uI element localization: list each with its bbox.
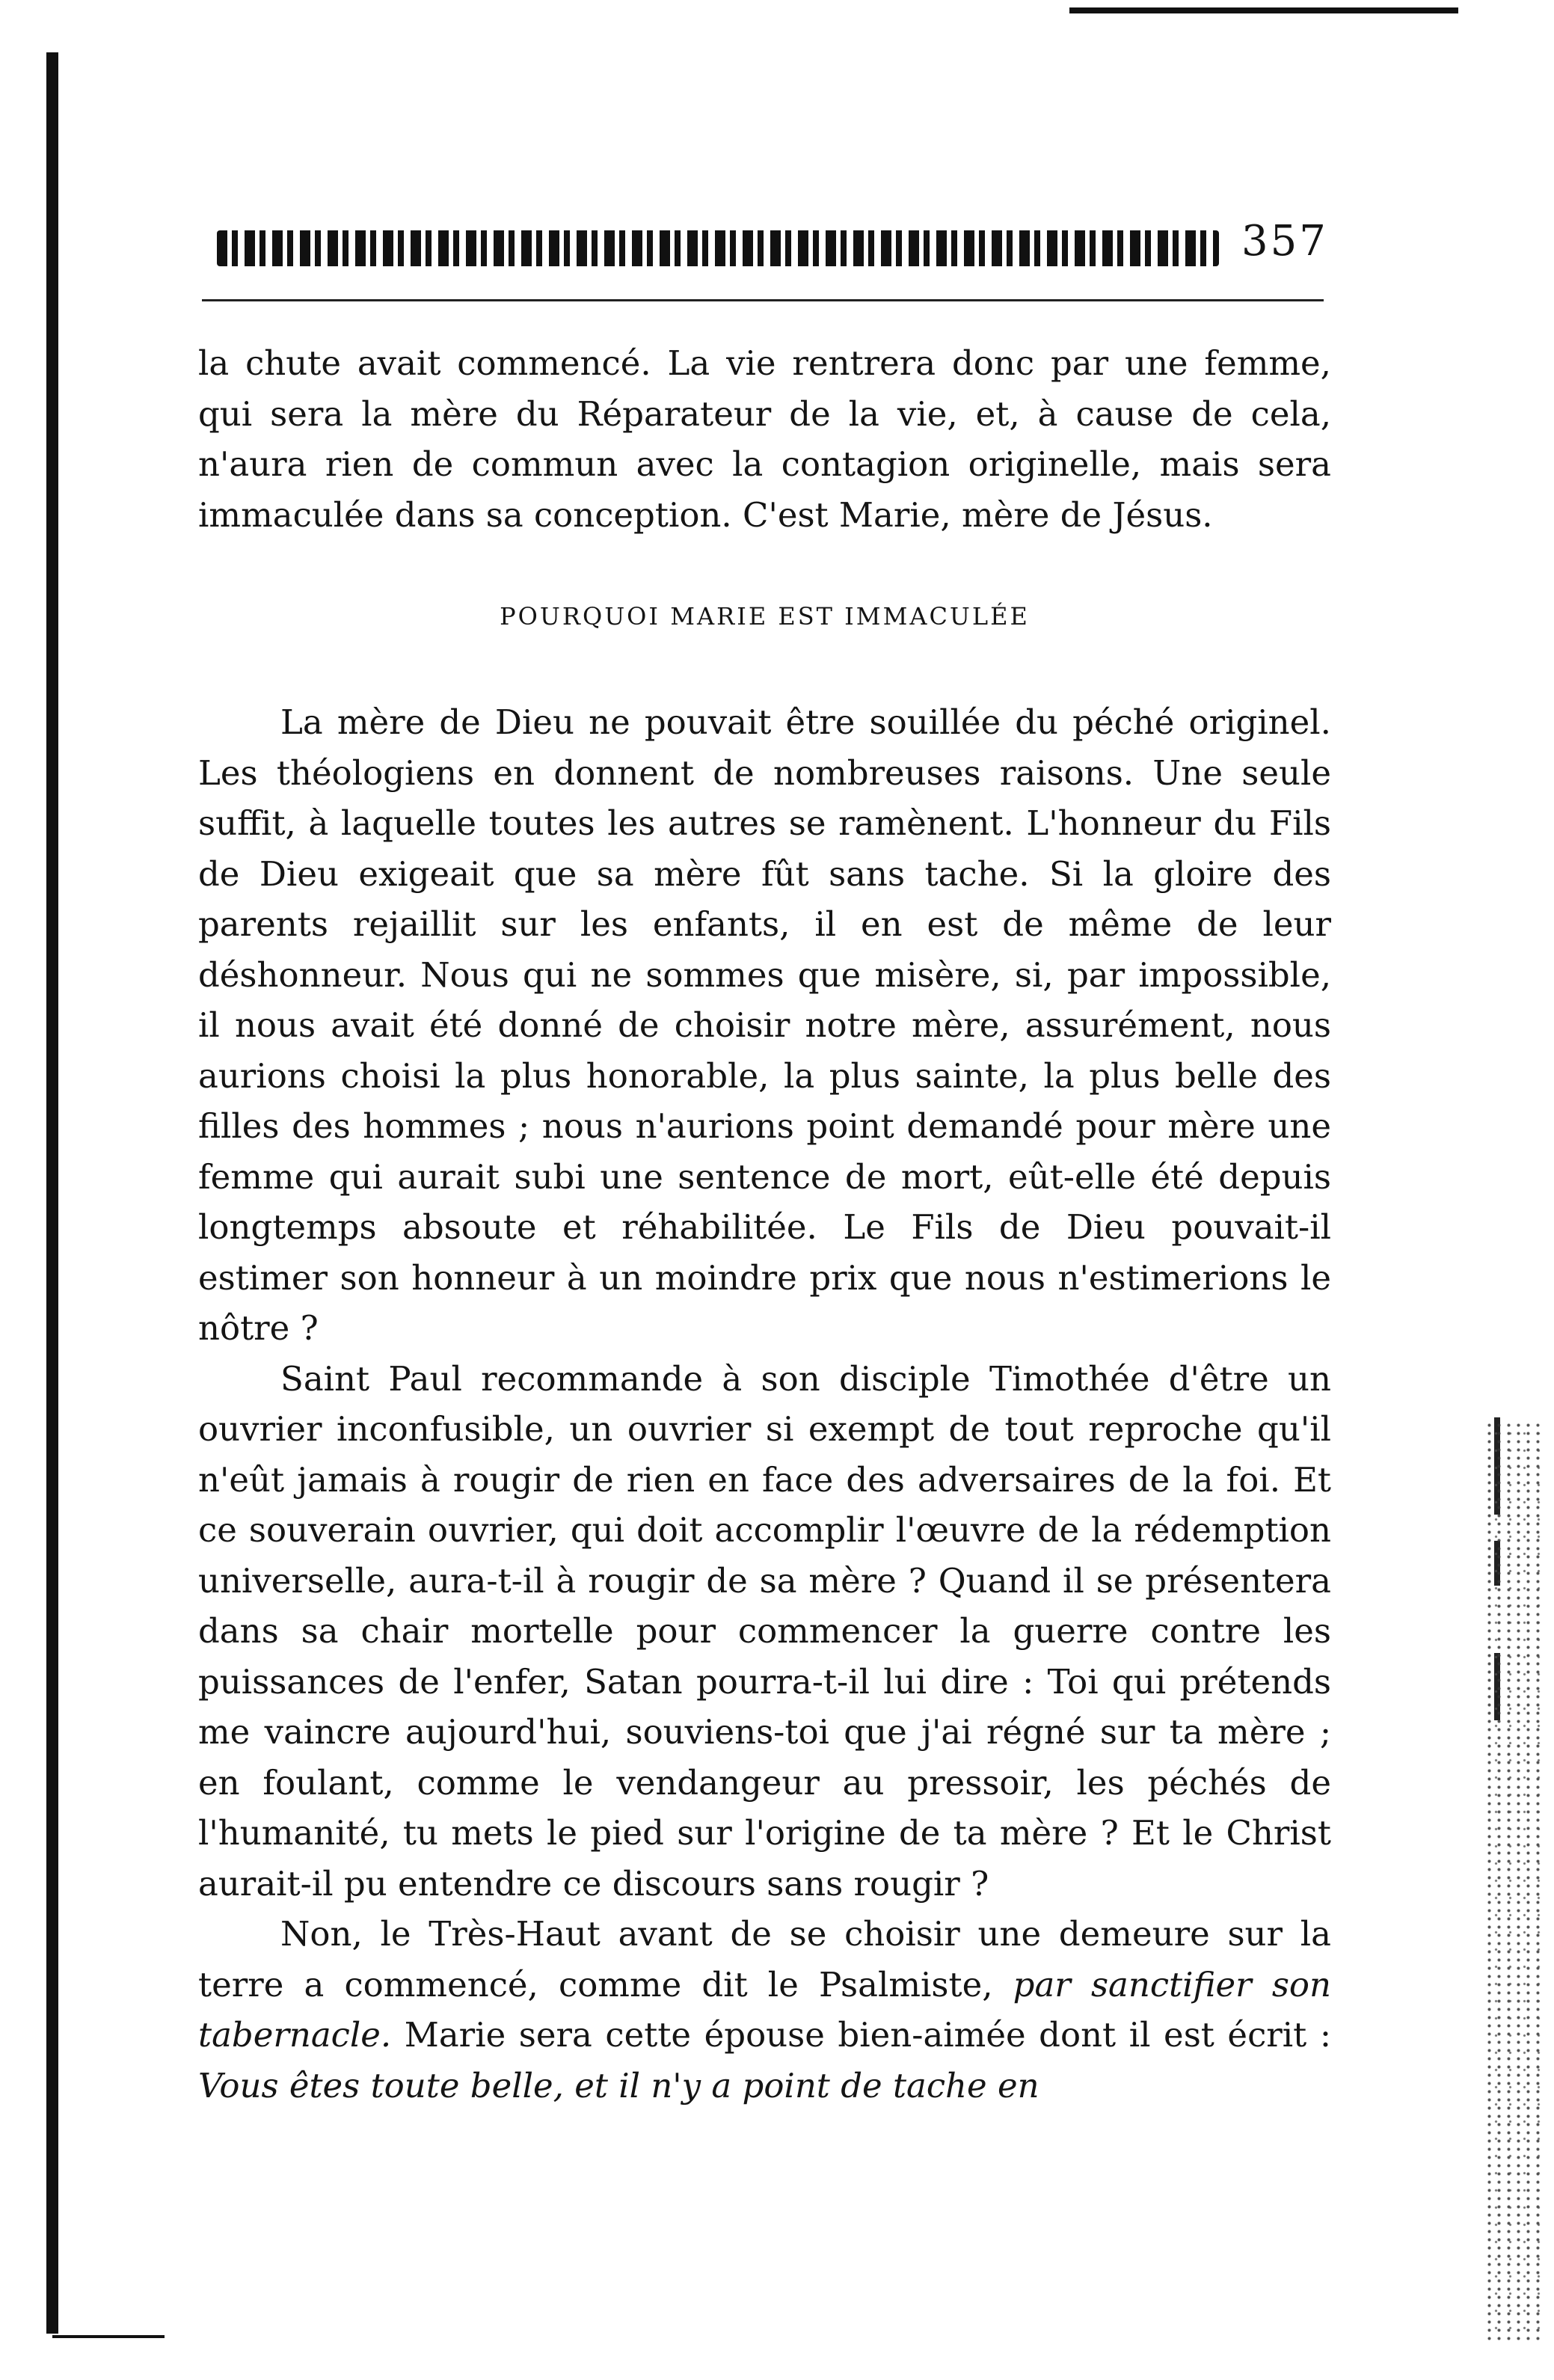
header-ornament <box>217 230 1219 266</box>
paragraph-1: La mère de Dieu ne pouvait être souillée du péché originel. Les théologiens en donnent de nombreuses raisons. Une seule suffit, à laquelle toutes les autres se ramènent. L'honneur du Fils de Dieu exigeait que sa mère fût sans tache. Si la gloire des parents rejaillit sur les enfants, il en est de même de leur déshonneur. Nous qui ne sommes que misère, si, par impossible, il nous avait été donné de choisir notre mère, assurément, nous aurions choisi la plus honorable, la plus sainte, la plus belle des filles des hommes ; nous n'aurions point demandé pour mère une femme qui aurait subi une sentence de mort, eût-elle été depuis longtemps absoute et réhabilitée. Le Fils de Dieu pouvait-il estimer son honneur à un moindre prix que nous n'estimerions le nôtre ? <box>198 702 1331 1348</box>
scan-top-rule <box>1069 7 1458 13</box>
paragraph-3-middle: Marie sera cette épouse bien-aimée dont il est écrit : <box>404 2015 1331 2055</box>
opening-paragraph <box>198 338 1331 540</box>
paragraph-3-start: Non, le Très-Haut avant de se choisir une demeure sur la terre a commencé, comme dit le Psalmiste, <box>198 1914 1331 2005</box>
scan-noise <box>1484 1421 1544 2341</box>
paragraph-2: Saint Paul recommande à son disciple Timothée d'être un ouvrier inconfusible, un ouvrier si exempt de tout reproche qu'il n'eût jamais à rougir de rien en face des adversaires de la foi. Et ce souverain ouvrier, qui doit accomplir l'œuvre de la rédemption universelle, aura-t-il à rougir de sa mère ? Quand il se présentera dans sa chair mortelle pour commencer la guerre contre les puissances de l'enfer, Satan pourra-t-il lui dire : Toi qui prétends me vaincre aujourd'hui, souviens-toi que j'ai régné sur ta mère ; en foulant, comme le vendangeur au pressoir, les péchés de l'humanité, tu mets le pied sur l'origine de ta mère ? Et le Christ aurait-il pu entendre ce discours sans rougir ? <box>198 1358 1331 1904</box>
opening-text: la chute avait commencé. La vie rentrera donc par une femme, qui sera la mère du Réparateur de la vie, et, à cause de cela, n'aura rien de commun avec la contagion originelle, mais sera immaculée dans sa conception. C'est Marie, mère de Jésus. <box>198 343 1331 535</box>
scan-binding-edge <box>46 52 58 2334</box>
paragraph-3-italic-2: Vous êtes toute belle, et il n'y a point de tache en <box>198 2065 1039 2105</box>
scan-corner-mark <box>52 2335 165 2338</box>
header-rule <box>202 299 1324 301</box>
section-heading: POURQUOI MARIE EST IMMACULÉE <box>500 602 1030 631</box>
paragraph-3 <box>198 1909 1331 2111</box>
body-text <box>198 697 1331 2111</box>
page-number: 357 <box>1241 217 1328 266</box>
running-header <box>202 217 1328 284</box>
paragraph-3-italic-1: par sanctifier son tabernacle. <box>198 1964 1331 2055</box>
